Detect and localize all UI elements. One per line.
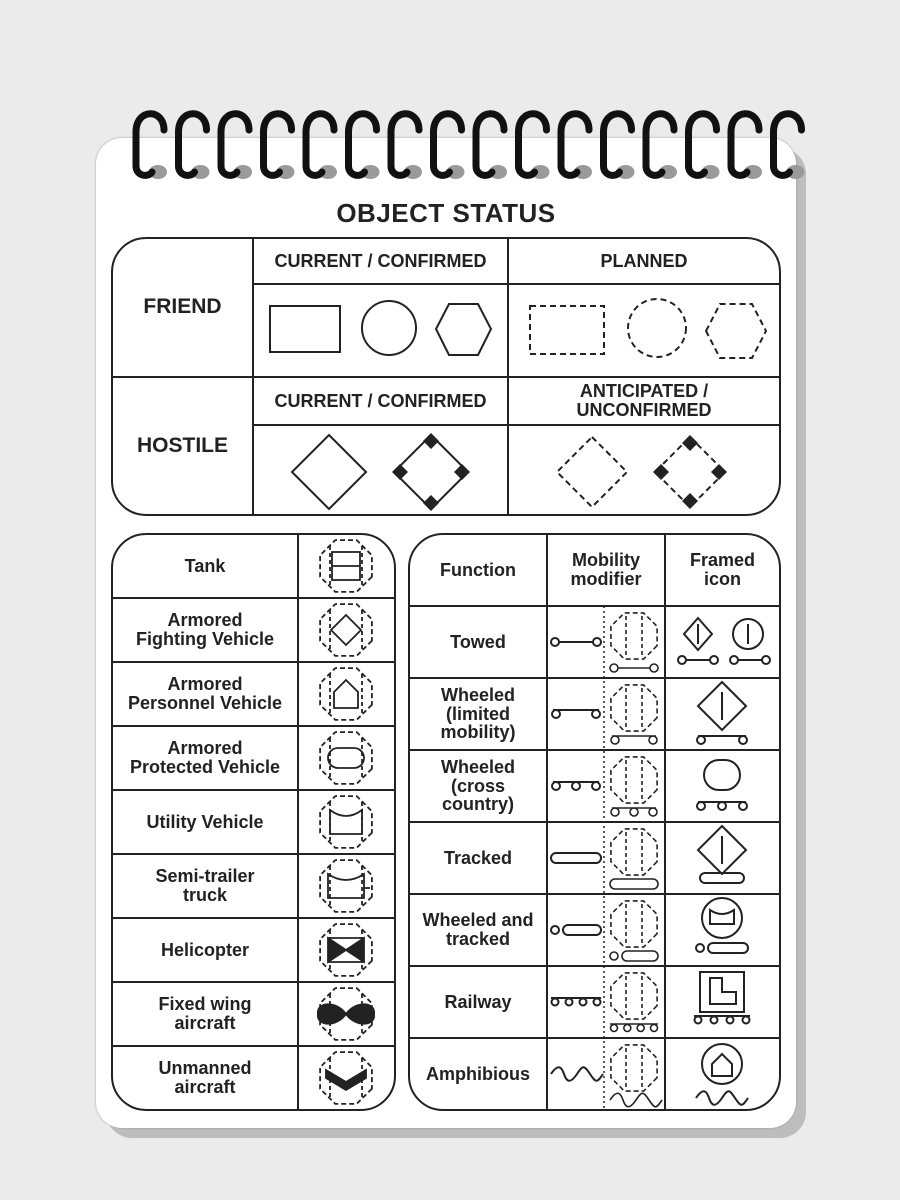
friend-planned-symbols xyxy=(530,299,766,358)
hostile-current-symbols xyxy=(292,433,470,511)
friend-label: FRIEND xyxy=(143,294,222,318)
function-label-tracked: Tracked xyxy=(443,847,513,868)
dashed-rectangle-frame-icon xyxy=(530,306,604,354)
wheeled-cross-country-modifier-icon xyxy=(552,782,600,790)
diamond-frame-icon xyxy=(292,435,366,509)
vehicle-label-helicopter: Helicopter xyxy=(160,939,250,960)
page-title: OBJECT STATUS xyxy=(336,198,556,228)
octagon-frame-with-modifier-icon xyxy=(610,613,658,672)
rectangle-frame-icon xyxy=(270,306,340,352)
wheeled-limited-framed-icon xyxy=(697,682,747,744)
octagon-frame-with-modifier-icon xyxy=(610,829,658,889)
header-mobility-modifier: Mobility modifier xyxy=(570,550,642,589)
helicopter-symbol-icon xyxy=(320,924,372,976)
friend-current-symbols xyxy=(270,301,491,355)
vehicle-label-utility: Utility Vehicle xyxy=(146,811,264,832)
utility-vehicle-symbol-icon xyxy=(320,796,372,848)
friend-current-header: CURRENT / CONFIRMED xyxy=(274,250,487,271)
armored-protected-vehicle-symbol-icon xyxy=(320,732,372,784)
hostile-anticipated-header: ANTICIPATED / UNCONFIRMED xyxy=(576,381,712,420)
circle-frame-icon xyxy=(362,301,416,355)
header-function: Function xyxy=(440,559,516,580)
function-label-towed: Towed xyxy=(450,631,506,652)
tracked-modifier-icon xyxy=(551,853,601,863)
tank-symbol-icon xyxy=(320,540,372,592)
vehicle-label-fixed-wing: Fixed wing aircraft xyxy=(158,994,252,1033)
octagon-frame-with-modifier-icon xyxy=(611,757,657,816)
octagon-frame-with-modifier-icon xyxy=(610,1045,662,1107)
hostile-label: HOSTILE xyxy=(136,433,228,457)
railway-framed-icon xyxy=(694,972,750,1024)
friend-planned-header: PLANNED xyxy=(600,250,688,271)
unmanned-aircraft-symbol-icon xyxy=(320,1052,372,1104)
function-label-wheeled-cross-country: Wheeled (cross country) xyxy=(440,756,515,815)
octagon-frame-with-modifier-icon xyxy=(610,901,658,961)
hexagon-frame-icon xyxy=(436,304,491,355)
vehicle-label-armored-protected: Armored Protected Vehicle xyxy=(129,738,281,777)
function-label-wheeled-limited: Wheeled (limited mobility) xyxy=(440,684,516,743)
hostile-current-header: CURRENT / CONFIRMED xyxy=(274,390,487,411)
dashed-diamond-frame-icon xyxy=(557,437,627,507)
dashed-circle-frame-icon xyxy=(628,299,686,357)
function-label-railway: Railway xyxy=(444,991,512,1012)
hostile-anticipated-symbols xyxy=(557,435,727,509)
dashed-hexagon-frame-icon xyxy=(706,304,766,358)
vehicle-label-semi-trailer: Semi-trailer truck xyxy=(155,866,255,905)
wheeled-cross-country-framed-icon xyxy=(697,760,747,810)
wheeled-limited-modifier-icon xyxy=(552,710,600,718)
fixed-wing-aircraft-symbol-icon xyxy=(318,988,374,1040)
armored-fighting-vehicle-symbol-icon xyxy=(320,604,372,656)
armored-personnel-vehicle-symbol-icon xyxy=(320,668,372,720)
wheeled-and-tracked-framed-icon xyxy=(696,898,748,953)
amphibious-framed-icon xyxy=(696,1044,748,1105)
function-label-amphibious: Amphibious xyxy=(426,1063,530,1084)
towed-framed-icon xyxy=(678,618,770,664)
vehicle-label-tank: Tank xyxy=(184,555,226,576)
header-framed-icon: Framed icon xyxy=(689,550,756,589)
amphibious-modifier-icon xyxy=(551,1067,603,1081)
function-label-wheeled-and-tracked: Wheeled and tracked xyxy=(422,910,534,949)
vehicle-label-unmanned: Unmanned aircraft xyxy=(158,1058,252,1097)
wheeled-and-tracked-modifier-icon xyxy=(551,925,601,935)
tracked-framed-icon xyxy=(698,826,746,883)
vehicle-label-armored-personnel: Armored Personnel Vehicle xyxy=(127,674,283,713)
octagon-frame-with-modifier-icon xyxy=(610,973,658,1032)
semi-trailer-truck-symbol-icon xyxy=(320,860,372,912)
octagon-frame-with-modifier-icon xyxy=(611,685,657,744)
railway-modifier-icon xyxy=(551,998,601,1006)
vehicle-label-armored-fighting: Armored Fighting Vehicle xyxy=(135,610,274,649)
towed-modifier-icon xyxy=(551,638,601,646)
